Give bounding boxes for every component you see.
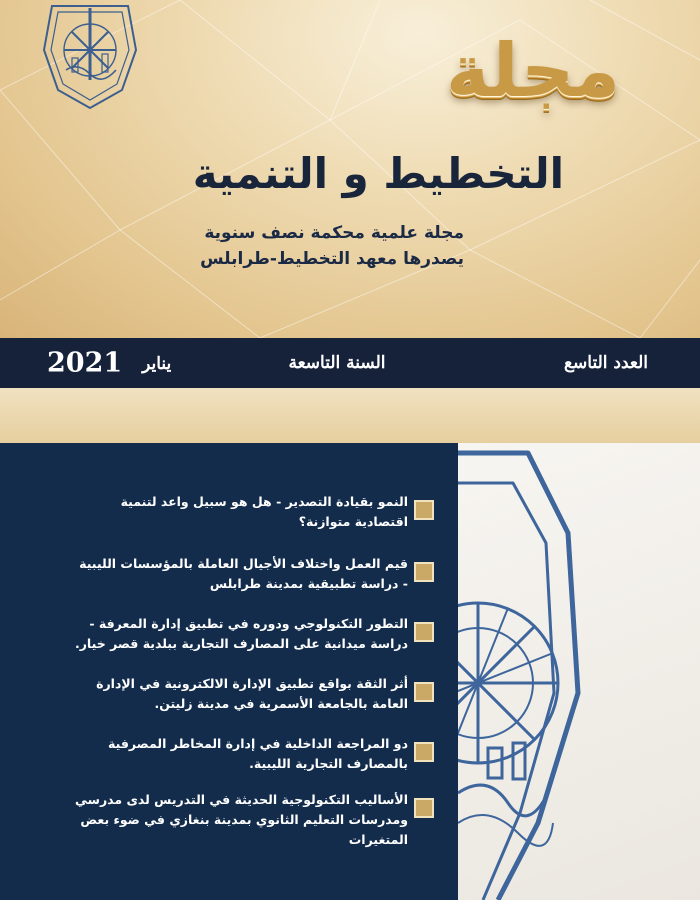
emblem-watermark: [458, 443, 700, 900]
bullet-square-icon: [414, 742, 434, 762]
emblem-panel: [458, 443, 700, 900]
subtitle-line-1: مجلة علمية محكمة نصف سنوية: [204, 223, 464, 243]
article-title: التطور التكنولوجي ودوره في تطبيق إدارة المعرفة - دراسة ميدانية على المصارف التجارية ببلدية قصر خيار.: [74, 616, 408, 651]
article-title: قيم العمل واختلاف الأجيال العاملة بالمؤسسات الليبية - دراسة تطبيقية بمدينة طرابلس: [79, 556, 408, 591]
bullet-square-icon: [414, 682, 434, 702]
institute-logo: [38, 0, 142, 112]
bullet-square-icon: [414, 798, 434, 818]
list-item: [10, 614, 446, 654]
journal-title: التخطيط و التنمية: [192, 149, 564, 198]
subtitle: [124, 220, 464, 272]
issue-date: [47, 338, 227, 388]
list-item: [10, 492, 446, 532]
article-title: النمو بقيادة التصدير - هل هو سبيل واعد لتنمية اقتصادية متوازنة؟: [120, 494, 408, 529]
list-item: [10, 554, 446, 594]
issue-number: العدد التاسع: [563, 353, 648, 373]
subtitle-line-2: يصدرها معهد التخطيط-طرابلس: [200, 249, 464, 269]
year-label: السنة التاسعة: [288, 353, 386, 373]
issue-year: 2021: [47, 347, 123, 379]
list-item: [10, 674, 446, 714]
article-title: أثر الثقة بواقع تطبيق الإدارة الالكترونية في الإدارة العامة بالجامعة الأسمرية في مدينة زليتن.: [96, 676, 408, 711]
bullet-square-icon: [414, 500, 434, 520]
article-title: الأساليب التكنولوجية الحديثة في التدريس لدى مدرسي ومدرسات التعليم الثانوي بمدينة بنغازي في ضوء بعض المتغيرات: [75, 792, 408, 847]
article-title: دو المراجعة الداخلية في إدارة المخاطر المصرفية بالمصارف التجارية الليبية.: [108, 736, 408, 771]
cover-header: [0, 0, 700, 338]
masthead-title: مجلة: [445, 28, 621, 114]
bullet-square-icon: [414, 562, 434, 582]
list-item: [10, 734, 446, 774]
gold-strip: [0, 388, 700, 443]
issue-month: يناير: [142, 353, 172, 374]
bullet-square-icon: [414, 622, 434, 642]
list-item: [10, 790, 446, 850]
